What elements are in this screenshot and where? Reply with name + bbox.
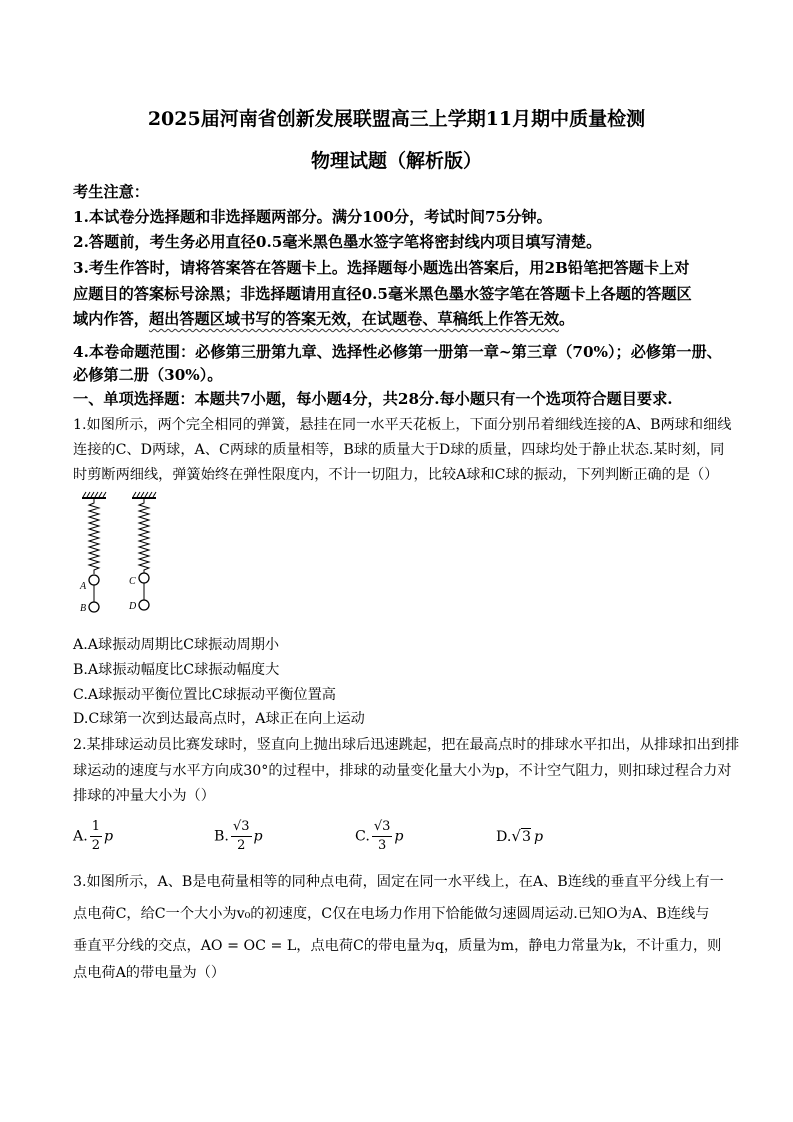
notice-item-3-emphasis: 超出答题区域书写的答案无效，在试题卷、草稿纸上作答无效 [148,310,559,328]
q2-option-d-root-sign: √ [511,827,521,845]
q3-stem-line-1: 3.如图所示，A、B是电荷量相等的同种点电荷，固定在同一水平线上，在A、B连线的垂直平分线上有一 [73,874,724,890]
q2-option-c-numerator: √3 [372,818,393,837]
ceiling-left [82,492,106,498]
ball-d [139,600,149,610]
q2-option-b-numerator: √3 [231,818,252,837]
q2-option-a-variable: p [104,828,114,845]
ball-b [89,602,99,612]
q2-option-c [355,818,404,855]
notice-item-3-end: 。 [559,310,575,328]
q3-stem-line-3: 垂直平分线的交点，AO = OC = L，点电荷C的带电量为q，质量为m，静电力常量为k，不计重力，则 [73,938,722,954]
q1-option-a: A.A球振动周期比C球振动周期小 [73,637,280,653]
notice-item-1: 1.本试卷分选择题和非选择题两部分。满分100分，考试时间75分钟。 [73,208,552,226]
q2-option-c-denominator: 3 [378,838,387,853]
q2-option-a-fraction [90,818,102,855]
q2-option-b-variable: p [253,828,263,845]
q1-stem-line-1: 1.如图所示，两个完全相同的弹簧，悬挂在同一水平天花板上，下面分别吊着细线连接的A、B两球和细线 [73,417,732,433]
q2-option-b-label: B. [214,828,229,845]
ceiling-right [132,492,156,498]
ball-c [139,573,149,583]
q2-option-b [214,818,263,855]
q1-option-d: D.C球第一次到达最高点时，A球正在向上运动 [73,711,365,727]
q2-option-b-denominator: 2 [237,838,246,853]
ball-a [89,575,99,585]
label-d: D [129,601,137,612]
q1-option-b: B.A球振动幅度比C球振动幅度大 [73,662,280,678]
q2-stem-line-3: 排球的冲量大小为（） [73,788,215,804]
q2-option-c-variable: p [394,828,404,845]
q2-option-a-numerator: 1 [90,818,102,837]
q2-option-d-label: D. [496,829,512,845]
q2-option-d-radicand: 3 [521,829,531,845]
q2-option-a-denominator: 2 [91,838,101,853]
q1-stem-line-3: 时剪断两细线，弹簧始终在弹性限度内，不计一切阻力，比较A球和C球的振动，下列判断正确的是（） [73,467,719,483]
q3-stem-line-2: 点电荷C，给C一个大小为v₀的初速度，C仅在电场力作用下恰能做匀速圆周运动.已知O为A、B连线与 [73,906,710,922]
q3-stem-line-4: 点电荷A的带电量为（） [73,965,226,981]
q2-stem-line-2: 球运动的速度与水平方向成30°的过程中，排球的动量变化量大小为p，不计空气阻力，则扣球过程合力对 [73,763,732,779]
section-1-heading: 一、单项选择题：本题共7小题，每小题4分，共28分.每小题只有一个选项符合题目要求. [73,390,673,408]
notice-heading: 考生注意： [73,183,149,201]
q1-option-c: C.A球振动平衡位置比C球振动平衡位置高 [73,687,336,703]
q1-stem-line-2: 连接的C、D两球，A、C两球的质量相等，B球的质量大于D球的质量，四球均处于静止状态.某时刻，同 [73,442,725,458]
spring-left [89,498,99,574]
q2-option-a-label: A. [73,828,88,845]
q2-stem-line-1: 2.某排球运动员比赛发球时，竖直向上抛出球后迅速跳起，把在最高点时的排球水平扣出，从排球扣出到排 [73,737,740,753]
exam-title: 2025届河南省创新发展联盟高三上学期11月期中质量检测 [147,108,646,130]
notice-item-3-line-1: 3.考生作答时，请将答案答在答题卡上。选择题每小题选出答案后，用2B铅笔把答题卡上对 [73,259,690,277]
notice-item-3-plain: 域内作答， [73,310,149,328]
notice-item-3-line-3 [73,308,574,329]
q2-option-c-label: C. [355,828,370,845]
notice-item-4-line-1: 4.本卷命题范围：必修第三册第九章、选择性必修第一册第一章~第三章（70%）；必修第一册、 [73,343,722,361]
q2-option-d [496,827,543,845]
label-b: B [80,603,87,614]
label-c: C [129,576,136,587]
spring-figure [74,489,174,619]
notice-item-4-line-2: 必修第二册（30%）。 [73,366,223,384]
notice-item-3-line-2: 应题目的答案标号涂黑；非选择题请用直径0.5毫米黑色墨水签字笔在答题卡上各题的答题区 [73,285,692,303]
exam-subtitle: 物理试题（解析版） [310,150,482,172]
q2-option-c-fraction [372,818,393,855]
notice-item-2: 2.答题前，考生务必用直径0.5毫米黑色墨水签字笔将密封线内项目填写清楚。 [73,233,602,251]
spring-right [139,498,149,573]
q2-option-b-fraction [231,818,252,855]
q2-option-a [73,818,113,855]
label-a: A [80,581,87,592]
q2-option-d-variable: p [533,829,544,845]
